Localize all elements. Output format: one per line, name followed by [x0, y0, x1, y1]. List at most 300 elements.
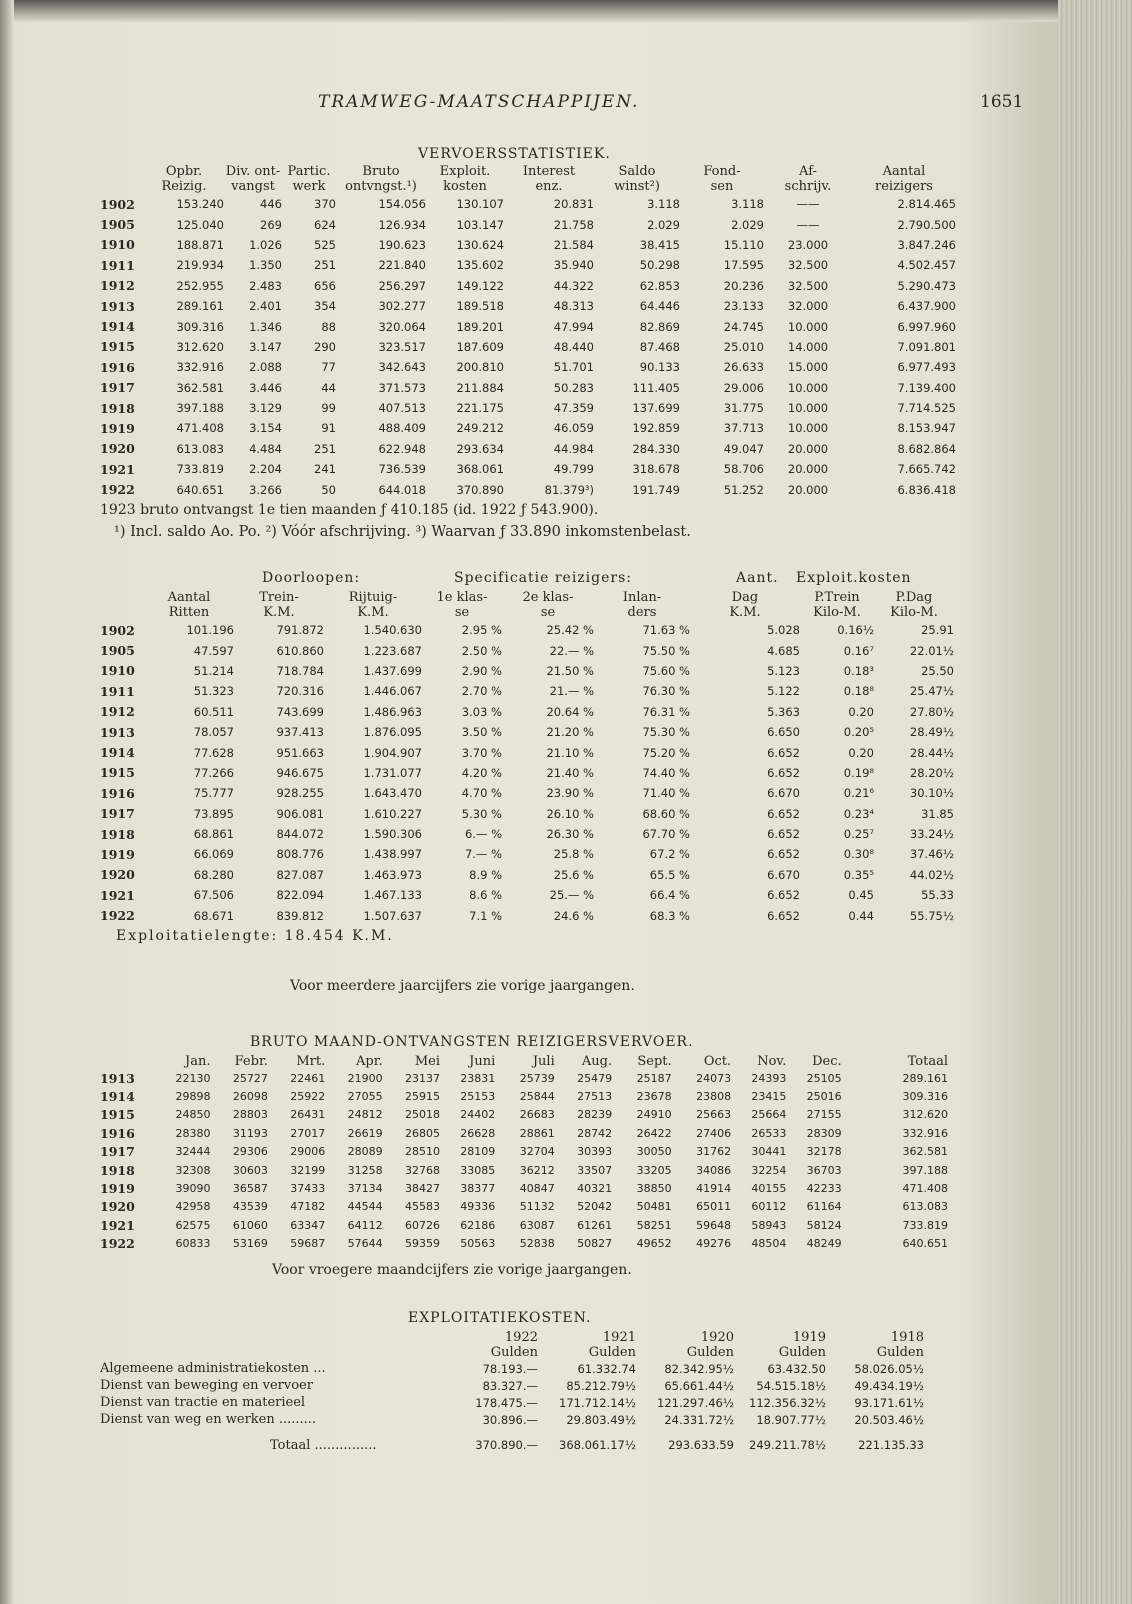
kosten-table — [100, 1330, 924, 1462]
table-cell: 2.088 — [249, 360, 282, 375]
table-cell: 60112 — [751, 1200, 787, 1214]
maand-col-header: Febr. — [234, 1054, 268, 1069]
table-cell: 64.446 — [639, 299, 680, 314]
table-cell: 62186 — [460, 1218, 496, 1232]
table-cell: 362.581 — [176, 380, 224, 395]
table-cell: 640.651 — [176, 482, 224, 497]
table-cell: 17.595 — [723, 258, 764, 273]
table-cell: 2.50 % — [461, 643, 502, 658]
table-cell: —— — [796, 197, 820, 212]
table-cell: 937.413 — [276, 725, 324, 740]
table-cell: 0.16⁷ — [843, 643, 874, 658]
doorloopen-col-header: Kilo-M. — [813, 605, 861, 620]
table-cell: 644.018 — [378, 482, 426, 497]
vervoer-col-header: Opbr. — [165, 164, 203, 179]
table-cell: 76.30 % — [642, 684, 690, 699]
table-cell: 88 — [321, 319, 336, 334]
table-cell: 27017 — [290, 1126, 326, 1140]
table-cell: 30050 — [636, 1145, 672, 1159]
table-cell: 8.682.864 — [897, 441, 956, 456]
table-row — [100, 681, 954, 701]
table-cell: 1.026 — [249, 237, 282, 252]
table-cell: 736.539 — [378, 462, 426, 477]
table-cell: 111.405 — [632, 380, 680, 395]
table-row — [100, 479, 956, 499]
vervoer-col-header: Partic. — [287, 164, 331, 179]
table-cell: 31.85 — [921, 806, 954, 821]
table-cell: 51.701 — [553, 360, 594, 375]
table-row — [100, 1235, 948, 1253]
table-cell: 1.731.077 — [363, 765, 422, 780]
table-cell: 7.— % — [464, 847, 502, 862]
table-cell: 40155 — [751, 1182, 787, 1196]
table-row — [100, 235, 956, 255]
table-cell: 30441 — [751, 1145, 787, 1159]
table-cell: 25.010 — [723, 339, 764, 354]
row-year: 1922 — [100, 908, 135, 924]
table-cell: 61164 — [806, 1200, 842, 1214]
table-cell: 5.290.473 — [897, 278, 956, 293]
table-cell: 130.107 — [456, 197, 504, 212]
kosten-title: EXPLOITATIEKOSTEN. — [408, 1310, 592, 1326]
table-cell: 36212 — [519, 1163, 555, 1177]
table-cell: 68.280 — [193, 867, 234, 882]
table-cell: 63347 — [290, 1218, 326, 1232]
table-cell: 28.49½ — [909, 725, 954, 740]
table-cell: 5.028 — [767, 623, 800, 638]
table-cell: 75.777 — [193, 786, 234, 801]
table-cell: 78.057 — [193, 725, 234, 740]
table-cell: 28239 — [577, 1108, 613, 1122]
table-row — [100, 398, 956, 418]
table-cell: 370.890.— — [475, 1438, 538, 1452]
maand-col-header: Totaal — [907, 1054, 948, 1069]
table-cell: 0.35⁵ — [843, 867, 874, 882]
table-cell: 10.000 — [787, 319, 829, 334]
table-cell: 6.652 — [767, 908, 800, 923]
table-cell: 37134 — [347, 1182, 383, 1196]
table-cell: 48.440 — [553, 339, 594, 354]
table-cell: 83.327.— — [482, 1378, 538, 1393]
table-cell: 54.515.18½ — [756, 1378, 826, 1393]
table-cell: 6.652 — [767, 745, 800, 760]
table-cell: 21.10 % — [546, 745, 594, 760]
table-cell: 10.000 — [787, 421, 829, 436]
table-cell: 27.80½ — [909, 704, 954, 719]
table-cell: 27406 — [696, 1126, 732, 1140]
table-cell: 22.— % — [549, 643, 594, 658]
table-row — [100, 620, 954, 640]
table-cell: 38427 — [405, 1182, 440, 1196]
table-cell: 26.30 % — [546, 827, 594, 842]
table-cell: 85.212.79½ — [566, 1378, 636, 1393]
kosten-row-label: Dienst van tractie en materieel — [100, 1395, 306, 1410]
table-cell: 397.188 — [902, 1163, 948, 1177]
table-cell: 6.836.418 — [897, 482, 956, 497]
vervoer-col-header: Af- — [799, 164, 817, 179]
row-year: 1921 — [100, 1217, 135, 1233]
table-cell: 1.540.630 — [363, 623, 422, 638]
table-row — [100, 194, 956, 214]
table-cell: 733.819 — [176, 462, 224, 477]
table-cell: 59687 — [290, 1237, 326, 1251]
table-cell: 25739 — [519, 1071, 555, 1085]
table-cell: 53169 — [232, 1237, 268, 1251]
table-cell: 33085 — [460, 1163, 496, 1177]
table-cell: 1.904.907 — [363, 745, 422, 760]
table-cell: 20.000 — [787, 462, 829, 477]
vervoer-col-header: kosten — [443, 179, 487, 194]
table-cell: 28510 — [405, 1145, 440, 1159]
table-cell: 200.810 — [456, 360, 504, 375]
table-cell: 47.359 — [553, 401, 594, 416]
table-row — [100, 1360, 924, 1377]
kosten-unit-header: Gulden — [588, 1345, 636, 1360]
table-cell: 18.907.77½ — [756, 1412, 826, 1427]
table-cell: 42958 — [175, 1200, 211, 1214]
table-cell: 0.20 — [848, 745, 874, 760]
table-cell: 99 — [321, 401, 336, 416]
table-cell: 20.000 — [787, 482, 829, 497]
table-cell: 256.297 — [378, 278, 426, 293]
row-year: 1917 — [100, 806, 135, 822]
table-cell: 74.40 % — [642, 765, 690, 780]
kosten-row-label: Dienst van weg en werken ......... — [100, 1412, 317, 1427]
table-cell: 23808 — [696, 1090, 732, 1104]
table-cell: 323.517 — [378, 339, 426, 354]
table-cell: 371.573 — [378, 380, 426, 395]
table-cell: 362.581 — [902, 1145, 948, 1159]
table-cell: 3.70 % — [461, 745, 502, 760]
table-cell: 25727 — [232, 1071, 268, 1085]
table-cell: 121.297.46½ — [657, 1395, 734, 1410]
table-cell: 6.997.960 — [897, 319, 956, 334]
table-cell: 68.861 — [193, 827, 234, 842]
table-cell: 613.083 — [902, 1200, 948, 1214]
table-row — [100, 1394, 924, 1411]
table-cell: 77.628 — [193, 745, 234, 760]
table-cell: 6.652 — [767, 847, 800, 862]
table-cell: 0.44 — [848, 908, 874, 923]
maand-col-header: Dec. — [812, 1054, 842, 1069]
table-cell: 65011 — [696, 1200, 732, 1214]
table-cell: 58.026.05½ — [854, 1361, 924, 1376]
table-cell: 76.31 % — [642, 704, 690, 719]
table-cell: 309.316 — [902, 1090, 948, 1104]
table-cell: 75.30 % — [642, 725, 690, 740]
table-cell: 32444 — [175, 1145, 211, 1159]
row-year: 1920 — [100, 1199, 135, 1215]
table-row — [100, 1106, 948, 1124]
table-cell: 2.95 % — [461, 623, 502, 638]
table-cell: 66.4 % — [649, 888, 690, 903]
table-cell: 25.42 % — [546, 623, 594, 638]
maand-col-header: Apr. — [355, 1054, 383, 1069]
table-cell: 87.468 — [639, 339, 680, 354]
table-cell: 6.652 — [767, 827, 800, 842]
table-cell: 6.652 — [767, 806, 800, 821]
table-cell: 61.332.74 — [577, 1361, 636, 1376]
table-cell: 48504 — [751, 1237, 787, 1251]
table-cell: 25663 — [696, 1108, 732, 1122]
table-cell: 93.171.61½ — [854, 1395, 924, 1410]
doorloopen-col-header: ders — [627, 605, 657, 620]
doorloopen-col-header: Kilo-M. — [890, 605, 938, 620]
vervoer-header-row-1 — [100, 164, 956, 179]
table-cell: 191.749 — [632, 482, 680, 497]
table-cell: 24910 — [636, 1108, 672, 1122]
table-cell: 61261 — [577, 1218, 613, 1232]
row-year: 1917 — [100, 1144, 135, 1160]
table-cell: 397.188 — [176, 401, 224, 416]
table-cell: 65.5 % — [649, 867, 690, 882]
row-year: 1910 — [100, 663, 135, 679]
kosten-unit-header: Gulden — [778, 1345, 826, 1360]
kosten-blank-header — [100, 1330, 440, 1345]
doorloopen-col-header: K.M. — [263, 605, 295, 620]
table-cell: 21.40 % — [546, 765, 594, 780]
table-cell: 25.— % — [549, 888, 594, 903]
table-cell: 30603 — [232, 1163, 268, 1177]
table-cell: 0.20⁵ — [843, 725, 874, 740]
table-cell: 1.643.470 — [363, 786, 422, 801]
page-gutter-shadow — [0, 0, 14, 1604]
table-cell: 58943 — [751, 1218, 787, 1232]
doorloopen-col-header: Rijtuig- — [348, 590, 398, 605]
table-cell: 49276 — [696, 1237, 732, 1251]
table-cell: 23.90 % — [546, 786, 594, 801]
table-cell: 302.277 — [378, 299, 426, 314]
kosten-year-header: 1918 — [890, 1330, 924, 1345]
kosten-year-row — [100, 1330, 924, 1345]
table-cell: 25105 — [806, 1071, 842, 1085]
vervoer-col-header: Bruto — [362, 164, 400, 179]
vervoer-col-header: Aantal — [882, 164, 926, 179]
table-cell: 31193 — [232, 1126, 268, 1140]
table-cell: 3.266 — [249, 482, 282, 497]
table-cell: 126.934 — [378, 217, 426, 232]
row-year: 1915 — [100, 339, 135, 355]
table-row — [100, 1179, 948, 1197]
table-cell: 51132 — [519, 1200, 555, 1214]
table-cell: 31762 — [696, 1145, 732, 1159]
specificatie-group-label: Specificatie reizigers: — [454, 570, 632, 586]
table-cell: 2.70 % — [461, 684, 502, 699]
table-cell: 22130 — [175, 1071, 211, 1085]
row-year: 1921 — [100, 887, 135, 903]
table-row — [100, 824, 954, 844]
row-year: 1919 — [100, 846, 135, 862]
table-cell: 25.50 — [921, 663, 954, 678]
table-cell: 252.955 — [176, 278, 224, 293]
table-cell: 1.610.227 — [363, 806, 422, 821]
table-cell: 190.623 — [378, 237, 426, 252]
table-cell: 14.000 — [787, 339, 829, 354]
table-cell: 49.799 — [553, 462, 594, 477]
table-cell: 42233 — [806, 1182, 842, 1196]
table-cell: 2.90 % — [461, 663, 502, 678]
table-cell: 68.3 % — [649, 908, 690, 923]
table-row — [100, 722, 954, 742]
table-cell: 249.211.78½ — [749, 1438, 826, 1452]
table-cell: 839.812 — [276, 908, 324, 923]
table-cell: 31258 — [347, 1163, 383, 1177]
table-row — [100, 1411, 924, 1428]
table-cell: 844.072 — [276, 827, 324, 842]
table-cell: 32254 — [751, 1163, 787, 1177]
table-cell: 21.— % — [549, 684, 594, 699]
table-cell: 44.984 — [553, 441, 594, 456]
kosten-year-header: 1922 — [504, 1330, 538, 1345]
table-cell: 20.236 — [723, 278, 764, 293]
table-row — [100, 661, 954, 681]
table-cell: 733.819 — [902, 1218, 948, 1232]
table-cell: 25016 — [806, 1090, 842, 1104]
table-cell: 309.316 — [176, 319, 224, 334]
running-head-title: TRAMWEG-MAATSCHAPPIJEN. — [318, 92, 640, 112]
table-cell: 6.977.493 — [897, 360, 956, 375]
table-cell: 58124 — [806, 1218, 842, 1232]
table-cell: 28.20½ — [909, 765, 954, 780]
table-cell: 0.18⁸ — [843, 684, 874, 699]
kosten-unit-header: Gulden — [490, 1345, 538, 1360]
table-cell: 90.133 — [639, 360, 680, 375]
table-cell: 60833 — [175, 1237, 211, 1251]
doorloopen-header-row-2 — [100, 605, 954, 620]
vervoer-footnote: ¹) Incl. saldo Ao. Po. ²) Vóór afschrijving. ³) Waarvan ƒ 33.890 inkomstenbelast. — [114, 524, 691, 540]
table-cell: 2.029 — [731, 217, 764, 232]
table-cell: 720.316 — [276, 684, 324, 699]
table-row — [100, 763, 954, 783]
table-cell: 24.6 % — [553, 908, 594, 923]
table-cell: 6.437.900 — [897, 299, 956, 314]
table-cell: 43539 — [232, 1200, 268, 1214]
table-cell: 8.153.947 — [897, 421, 956, 436]
table-cell: 82.869 — [639, 319, 680, 334]
table-row — [100, 296, 956, 316]
table-cell: 6.670 — [767, 786, 800, 801]
table-cell: 29898 — [175, 1090, 211, 1104]
table-cell: 81.379³) — [544, 482, 594, 497]
table-cell: 50.283 — [553, 380, 594, 395]
doorloopen-col-header: K.M. — [357, 605, 389, 620]
table-cell: 23678 — [636, 1090, 672, 1104]
table-cell: 24812 — [347, 1108, 383, 1122]
table-cell: 66.069 — [193, 847, 234, 862]
table-row — [100, 844, 954, 864]
table-cell: 7.665.742 — [897, 462, 956, 477]
vervoer-col-header: sen — [710, 179, 734, 194]
table-cell: 55.75½ — [909, 908, 954, 923]
kosten-year-header: 1919 — [792, 1330, 826, 1345]
table-cell: 2.401 — [249, 299, 282, 314]
table-cell: 0.20 — [848, 704, 874, 719]
table-cell: 189.201 — [456, 319, 504, 334]
table-cell: 135.602 — [456, 258, 504, 273]
vervoer-col-header: Div. ont- — [225, 164, 281, 179]
table-cell: 28861 — [519, 1126, 555, 1140]
table-cell: 251 — [314, 441, 336, 456]
vervoer-col-header: Exploit. — [439, 164, 491, 179]
table-cell: 49.047 — [723, 441, 764, 456]
table-cell: 7.1 % — [469, 908, 502, 923]
table-cell: 58251 — [636, 1218, 672, 1232]
table-cell: 10.000 — [787, 401, 829, 416]
table-cell: 25844 — [519, 1090, 555, 1104]
table-cell: 211.884 — [456, 380, 504, 395]
row-year: 1920 — [100, 441, 135, 457]
row-year: 1912 — [100, 704, 135, 720]
table-cell: 31.775 — [723, 401, 764, 416]
kosten-total-row — [100, 1428, 924, 1462]
table-cell: 221.135.33 — [858, 1438, 924, 1452]
doorloopen-col-header: K.M. — [729, 605, 761, 620]
table-row — [100, 865, 954, 885]
row-year: 1913 — [100, 298, 135, 314]
table-cell: 25.47½ — [909, 684, 954, 699]
table-cell: 2.814.465 — [897, 197, 956, 212]
table-cell: 30393 — [577, 1145, 613, 1159]
table-cell: 3.154 — [249, 421, 282, 436]
table-cell: 368.061 — [456, 462, 504, 477]
table-cell: 7.714.525 — [897, 401, 956, 416]
vervoer-col-header: Interest — [522, 164, 576, 179]
table-cell: 249.212 — [456, 421, 504, 436]
doorloopen-col-header: Trein- — [259, 590, 299, 605]
table-cell: 65.661.44½ — [664, 1378, 734, 1393]
table-cell: 78.193.— — [482, 1361, 538, 1376]
table-cell: 77 — [321, 360, 336, 375]
table-cell: 63087 — [519, 1218, 555, 1232]
table-cell: 368.061.17½ — [559, 1438, 636, 1452]
table-row — [100, 702, 954, 722]
table-cell: 951.663 — [276, 745, 324, 760]
table-cell: 20.503.46½ — [854, 1412, 924, 1427]
maand-col-header: Aug. — [581, 1054, 613, 1069]
table-cell: 20.64 % — [546, 704, 594, 719]
row-year: 1915 — [100, 765, 135, 781]
table-row — [100, 418, 956, 438]
table-cell: 219.934 — [176, 258, 224, 273]
table-cell: 332.916 — [902, 1126, 948, 1140]
table-cell: 2.790.500 — [897, 217, 956, 232]
table-cell: 23831 — [460, 1071, 496, 1085]
table-cell: 82.342.95½ — [664, 1361, 734, 1376]
table-cell: 55.33 — [921, 888, 954, 903]
row-year: 1919 — [100, 1181, 135, 1197]
table-cell: 25479 — [577, 1071, 613, 1085]
table-cell: 0.23⁴ — [843, 806, 874, 821]
table-cell: 2.483 — [249, 278, 282, 293]
table-cell: 0.45 — [848, 888, 874, 903]
table-cell: 103.147 — [456, 217, 504, 232]
table-row — [100, 1161, 948, 1179]
table-cell: 25.91 — [921, 623, 954, 638]
maand-col-header: Juni — [469, 1054, 496, 1069]
table-cell: 28803 — [232, 1108, 268, 1122]
table-cell: 221.175 — [456, 401, 504, 416]
table-cell: 24.745 — [723, 319, 764, 334]
table-cell: 75.50 % — [642, 643, 690, 658]
table-cell: 24393 — [751, 1071, 787, 1085]
table-cell: 2.029 — [647, 217, 680, 232]
table-cell: 3.118 — [731, 197, 764, 212]
maand-table — [100, 1054, 948, 1253]
table-cell: 28309 — [806, 1126, 842, 1140]
table-cell: 36587 — [232, 1182, 268, 1196]
table-cell: 21.584 — [553, 237, 594, 252]
table-cell: 32.500 — [787, 258, 829, 273]
